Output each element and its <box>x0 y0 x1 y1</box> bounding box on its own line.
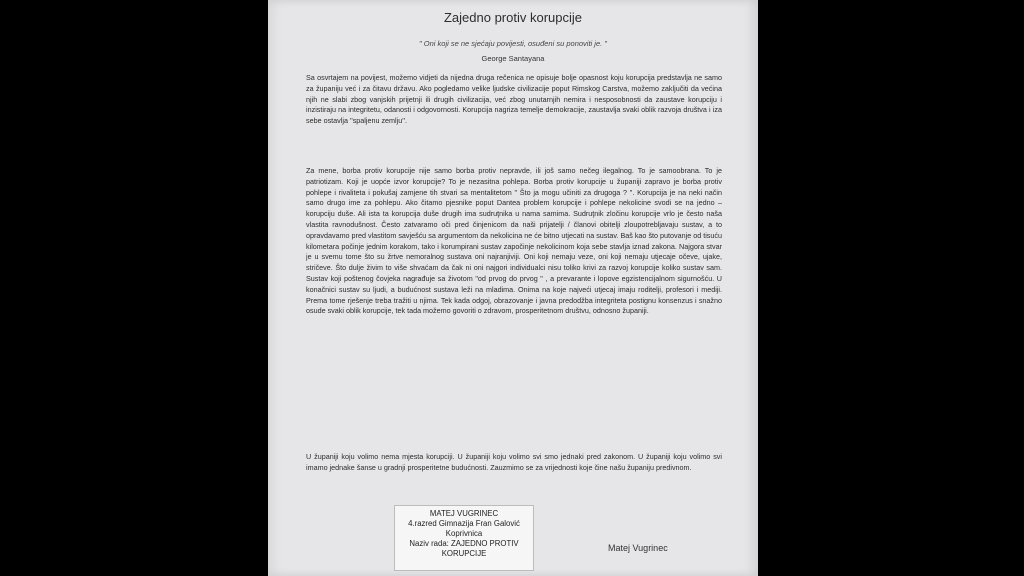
author-signature: Matej Vugrinec <box>608 543 668 553</box>
author-label-box <box>394 505 534 571</box>
label-city: Koprivnica <box>445 529 483 538</box>
label-work-title-2: KORUPCIJE <box>441 549 487 558</box>
document-page <box>268 0 758 576</box>
label-work-title-1: Naziv rada: ZAJEDNO PROTIV <box>409 539 519 548</box>
paragraph-1: Sa osvrtajem na povijest, možemo vidjeti da nijedna druga rečenica ne opisuje bolje opasnost koju korupcija predstavlja ne samo za županiju već i za čitavu državu. Ako pogledamo velike ljudske civilizacije poput Rimskog Carstva, možemo zaključiti da većina njih ne slabi zbog vanjskih prijetnji ili drugih civilizacija, već zbog unutarnjih nemira i nesposobnosti da zaustave korupciju i inzistiraju na integritetu, odanosti i odgovornosti. Korupcija nagriza temelje demokracije, zaustavlja svaki oblik razvoja društva i iza sebe ostavlja ''spaljenu zemlju''. <box>306 73 722 126</box>
label-name: MATEJ VUGRINEC <box>429 509 499 518</box>
epigraph-author: George Santayana <box>481 54 545 63</box>
document-title: Zajedno protiv korupcije <box>443 10 583 25</box>
paragraph-3: U županiji koju volimo nema mjesta korupciji. U županiji koju volimo svi smo jednaki pred zakonom. U županiji koju volimo svi imamo jednake šanse u gradnji prosperitetne budućnosti. Zauzmimo se za vrijednosti koje čine našu županiju predivnom. <box>306 452 722 472</box>
epigraph-quote: " Oni koji se ne sjećaju povijesti, osuđeni su ponoviti je. " <box>419 39 607 48</box>
paragraph-2: Za mene, borba protiv korupcije nije samo borba protiv nepravde, ili još samo nečeg ilegalnog. To je samoobrana. To je patriotizam. Koji je uopće izvor korupcije? To je nezasitna pohlepa. Borba protiv korupcije u županiji zapravo je borba protiv pohlepe i rivaliteta i pokušaj zamjene tih stvari sa mentalitetom " Što ja mogu učiniti za drugoga ? ". Korupcija je na neki način samo drugo ime za pohlepu. Ako čitamo pjesnike poput Dantea problem korupcije i pohlepe nekolicine svodi se na jedno – korupciju duše. Ali ista ta korupcija duše drugih ima sudruţnika u nama samima. Sudruţnik zločinu korupcije vrlo je često naša vlastita ravnodušnost. Često zatvaramo oči pred činjenicom da naši prijatelji / članovi obitelji zloupotrebljavaju sustav, a to opravdavamo pred vlastitom savješću sa argumentom da nekolicina ne će bitno utjecati na sustav. Baš kao što putovanje od tisuću kilometara počinje jednim korakom, tako i korumpirani sustav započinje nekolicinom koja sebe stavlja iznad zakona. Najgora stvar je u svemu tome što su žrtve nemoralnog sustava oni najranjiviji. Oni koji nemaju veze, oni koji nemaju utjecaje očeve, ujake, stričeve. Što dulje živim to više shvaćam da čak ni oni najgori individualci nisu toliko krivi za razvoj korupcije koliko sustav sam. Sustav koji poštenog čovjeka nagrađuje sa životom "od prvog do prvog " , a prevarante i lopove egzistencijalnom sigurnošću. U konačnici sustav su ljudi, a budućnost sustava leži na mladima. Onima na koje najveći utjecaj imaju roditelji, profesori i mediji. Prema tome rješenje treba tražiti u njima. Tek kada odgoj, obrazovanje i javna predodžba integriteta postignu konsenzus i snažno osude svaki oblik korupcije, tek tada možemo govoriti o zdravom, prosperitetnom društvu, odnosno županiji. <box>306 166 722 316</box>
label-school: 4.razred Gimnazija Fran Galović <box>408 519 520 528</box>
